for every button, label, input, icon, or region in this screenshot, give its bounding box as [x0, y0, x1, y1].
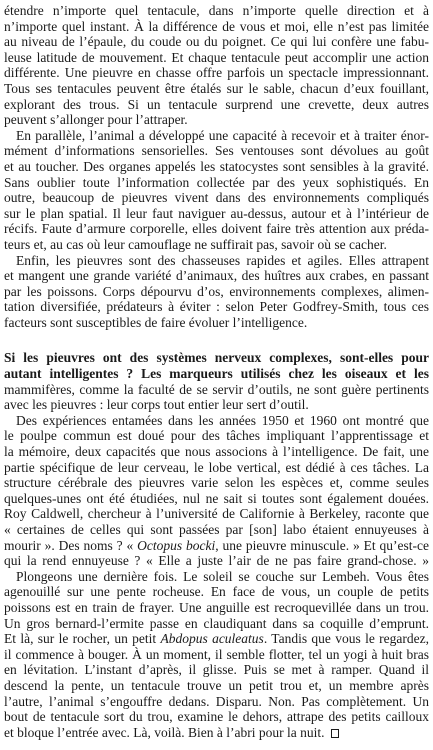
- text-line: récifs. Faute d’armure corporelle, elles doivent faire très attention aux préda-: [4, 221, 429, 237]
- text-line: étendre n’importe quel tentacule, dans n’importe quelle direction et à: [4, 3, 429, 18]
- text-line: mément d’informations sensorielles. Ses ventouses sont dévolues au goût: [4, 143, 429, 159]
- italic-species-name: Octopus bocki: [137, 537, 216, 553]
- text-segment: mourir ». Des noms ? «: [4, 537, 138, 553]
- text-line: Un gros bernard-l’ermite passe en claudiquant dans sa coquille d’emprunt.: [4, 615, 429, 631]
- text-line: Sans oublier toute l’information collectée par des yeux sophistiqués. En: [4, 174, 429, 190]
- text-line: [4, 631, 429, 647]
- text-line: poissons est en train de frayer. Une anguille est recroquevillée dans un trou.: [4, 599, 429, 615]
- text-line: Roy Caldwell, chercheur à l’université de Californie à Berkeley, raconte que: [4, 506, 429, 522]
- text-line: n’importe quel instant. À la différence de vous et moi, elle n’est pas limitée: [4, 18, 429, 34]
- text-line: En parallèle, l’animal a développé une capacité à recevoir et à traiter énor-: [16, 127, 429, 143]
- text-line: peuvent s’allonger pour l’attraper.: [4, 112, 188, 128]
- text-line: il commence à bouger. À un moment, il semble flotter, tel un yogi à huit bras: [4, 646, 429, 662]
- text-line: Enfin, les pieuvres sont des chasseuses rapides et agiles. Elles attrapent: [16, 252, 429, 268]
- text-line: par les poissons. Corps dépourvu d’os, environnements complexes, alimen-: [4, 283, 429, 299]
- text-line: [4, 725, 429, 741]
- text-line: Tous ses tentacules peuvent être étalés sur le sable, chacun d’eux fouillant,: [4, 80, 429, 96]
- lead-question-paragraph: [4, 350, 429, 412]
- text-line: la mémoire, deux capacités que nous associons à l’intelligence. De fait, une: [4, 444, 429, 460]
- text-line: quelques-unes ont été étudiées, nul ne sait si toutes sont également douées.: [4, 490, 429, 506]
- text-line: « certaines de celles qui sont passées par [son] labo étaient ennuyeuses à: [4, 522, 429, 537]
- article-paragraph: [4, 569, 429, 741]
- italic-species-name: Abdopus aculeatus: [160, 631, 264, 647]
- text-line: l’autre, l’animal s’engouffre dedans. Disparu. Non. Pas complètement. Un: [4, 693, 429, 709]
- bold-text-line: Si les pieuvres ont des systèmes nerveux complexes, sont-elles pour: [4, 350, 429, 366]
- text-segment: . Tandis que vous le regardez,: [263, 631, 429, 647]
- text-line: qui la rend ennuyeuse ? « Elle a juste l’air de ne pas faire grand-chose. »: [4, 553, 429, 569]
- text-segment: et bloque l’entrée avec. Là, voilà. Bien à l’abri pour la nuit.: [4, 724, 325, 740]
- text-line: agenouillé sur une pente rocheuse. En face de vous, un couple de petits: [4, 584, 429, 600]
- end-of-article-square-icon: [331, 729, 339, 738]
- text-line: teurs et, au cas où leur camouflage ne suffirait pas, savoir où se cacher.: [4, 236, 387, 252]
- bold-text-line: autant intelligentes ? Les marqueurs utilisés chez les oiseaux et les: [4, 366, 429, 382]
- text-line: outre, beaucoup de pieuvres vivent dans des environnements compliqués: [4, 190, 429, 206]
- text-line: mammifères, comme la faculté de se servir d’outils, ne sont guère pertinents: [4, 381, 429, 397]
- text-line: facteurs sont susceptibles de faire évoluer l’intelligence.: [4, 314, 308, 330]
- article-paragraph: [4, 413, 429, 569]
- article-paragraph: [4, 3, 429, 128]
- text-line: et mangent une grande variété d’animaux, des huîtres aux crabes, en passant: [4, 268, 429, 284]
- text-line: explorant des trous. Si un tentacule surprend une crevette, deux autres: [4, 96, 429, 112]
- text-line: sur le plan spatial. Il leur faut naviguer au-dessus, autour et à l’intérieur de: [4, 205, 429, 221]
- text-line: au niveau de l’épaule, du coude ou du poignet. Ce qui lui confère une fabu-: [4, 34, 429, 50]
- text-line: avec les pieuvres : leur corps tout entier leur sert d’outil.: [4, 397, 309, 413]
- text-line: [4, 538, 429, 554]
- text-line: et au toucher. Des organes appelés les statocystes sont sensibles à la gravité.: [4, 158, 429, 174]
- text-line: Des expériences entamées dans les années 1950 et 1960 ont montré que: [16, 412, 429, 428]
- text-line: différente. Une pieuvre en chasse offre parfois un spectacle impressionnant.: [4, 65, 429, 81]
- text-line: en lévitation. L’instant d’après, il glisse. Puis se met à ramper. Quand il: [4, 662, 429, 678]
- text-line: structure cérébrale des pieuvres varie selon les espèces et, comme seules: [4, 475, 429, 491]
- text-line: leuse latitude de mouvement. Et chaque tentacule peut accomplir une action: [4, 49, 429, 65]
- text-line: partie spécifique de leur cerveau, le lobe vertical, est dédié à ces tâches. La: [4, 459, 429, 475]
- text-line: Plongeons une dernière fois. Le soleil se couche sur Lembeh. Vous êtes: [16, 568, 429, 584]
- article-paragraph: [4, 253, 429, 331]
- text-line: tation diversifiée, prédateurs à éviter : selon Peter Godfrey-Smith, tous ces: [4, 299, 429, 315]
- text-line: bout de tentacule sort du trou, examine le dehors, attrape des petits cailloux: [4, 709, 429, 725]
- text-segment: Et là, sur le rocher, un petit: [4, 631, 161, 647]
- article-paragraph: [4, 128, 429, 253]
- text-segment: , une pieuvre minuscule. » Et qu’est-ce: [215, 537, 430, 553]
- text-line: le poulpe commun est doué pour des tâches impliquant l’apprentissage et: [4, 428, 429, 444]
- text-line: descend la pente, un tentacule trouve un petit trou et, un membre après: [4, 677, 429, 693]
